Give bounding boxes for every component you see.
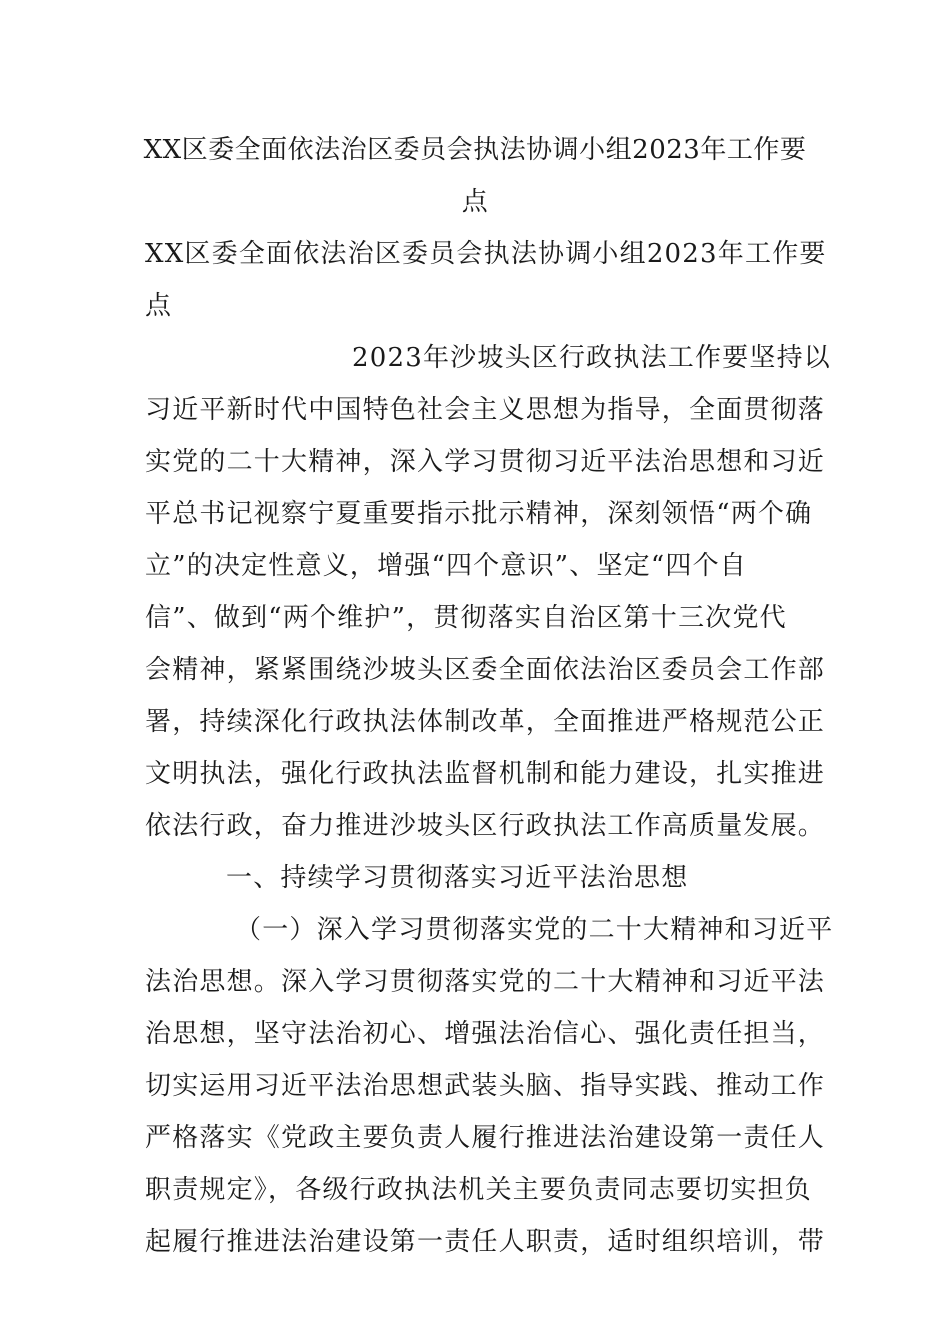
body-line: 依法行政，奋力推进沙坡头区行政执法工作高质量发展。: [145, 811, 826, 841]
body-line: 习近平新时代中国特色社会主义思想为指导，全面贯彻落: [145, 395, 826, 425]
body-line: 法治思想。深入学习贯彻落实党的二十大精神和习近平法: [145, 967, 826, 997]
subsection-heading: （一）深入学习贯彻落实党的二十大精神和习近平: [235, 915, 834, 945]
body-line: 职责规定》，各级行政执法机关主要负责同志要切实担负: [145, 1175, 813, 1205]
body-line: 治思想，坚守法治初心、增强法治信心、强化责任担当，: [145, 1019, 826, 1049]
body-line: 信”、做到“两个维护”，贯彻落实自治区第十三次党代: [145, 603, 787, 633]
body-line: 切实运用习近平法治思想武装头脑、指导实践、推动工作: [145, 1071, 826, 1101]
body-line: 起履行推进法治建设第一责任人职责，适时组织培训，带: [145, 1227, 826, 1257]
body-line: 立”的决定性意义，增强“四个意识”、坚定“四个自: [145, 551, 747, 581]
body-line: 实党的二十大精神，深入学习贯彻习近平法治思想和习近: [145, 447, 826, 477]
subtitle-line-2: 点: [145, 291, 173, 321]
title-line-1: XX区委全面依法治区委员会执法协调小组2023年工作要: [143, 135, 807, 165]
body-line: 文明执法，强化行政执法监督机制和能力建设，扎实推进: [145, 759, 826, 789]
body-line: 严格落实《党政主要负责人履行推进法治建设第一责任人: [145, 1123, 826, 1153]
section-heading: 一、持续学习贯彻落实习近平法治思想: [226, 863, 689, 893]
body-line: 会精神，紧紧围绕沙坡头区委全面依法治区委员会工作部: [145, 655, 826, 685]
body-line: 署，持续深化行政执法体制改革，全面推进严格规范公正: [145, 707, 826, 737]
body-line: 2023年沙坡头区行政执法工作要坚持以: [352, 343, 831, 373]
subtitle-line-1: XX区委全面依法治区委员会执法协调小组2023年工作要: [145, 239, 827, 269]
body-line: 平总书记视察宁夏重要指示批示精神，深刻领悟“两个确: [145, 499, 813, 529]
title-line-2: 点: [461, 187, 489, 217]
document-title: [140, 124, 810, 228]
